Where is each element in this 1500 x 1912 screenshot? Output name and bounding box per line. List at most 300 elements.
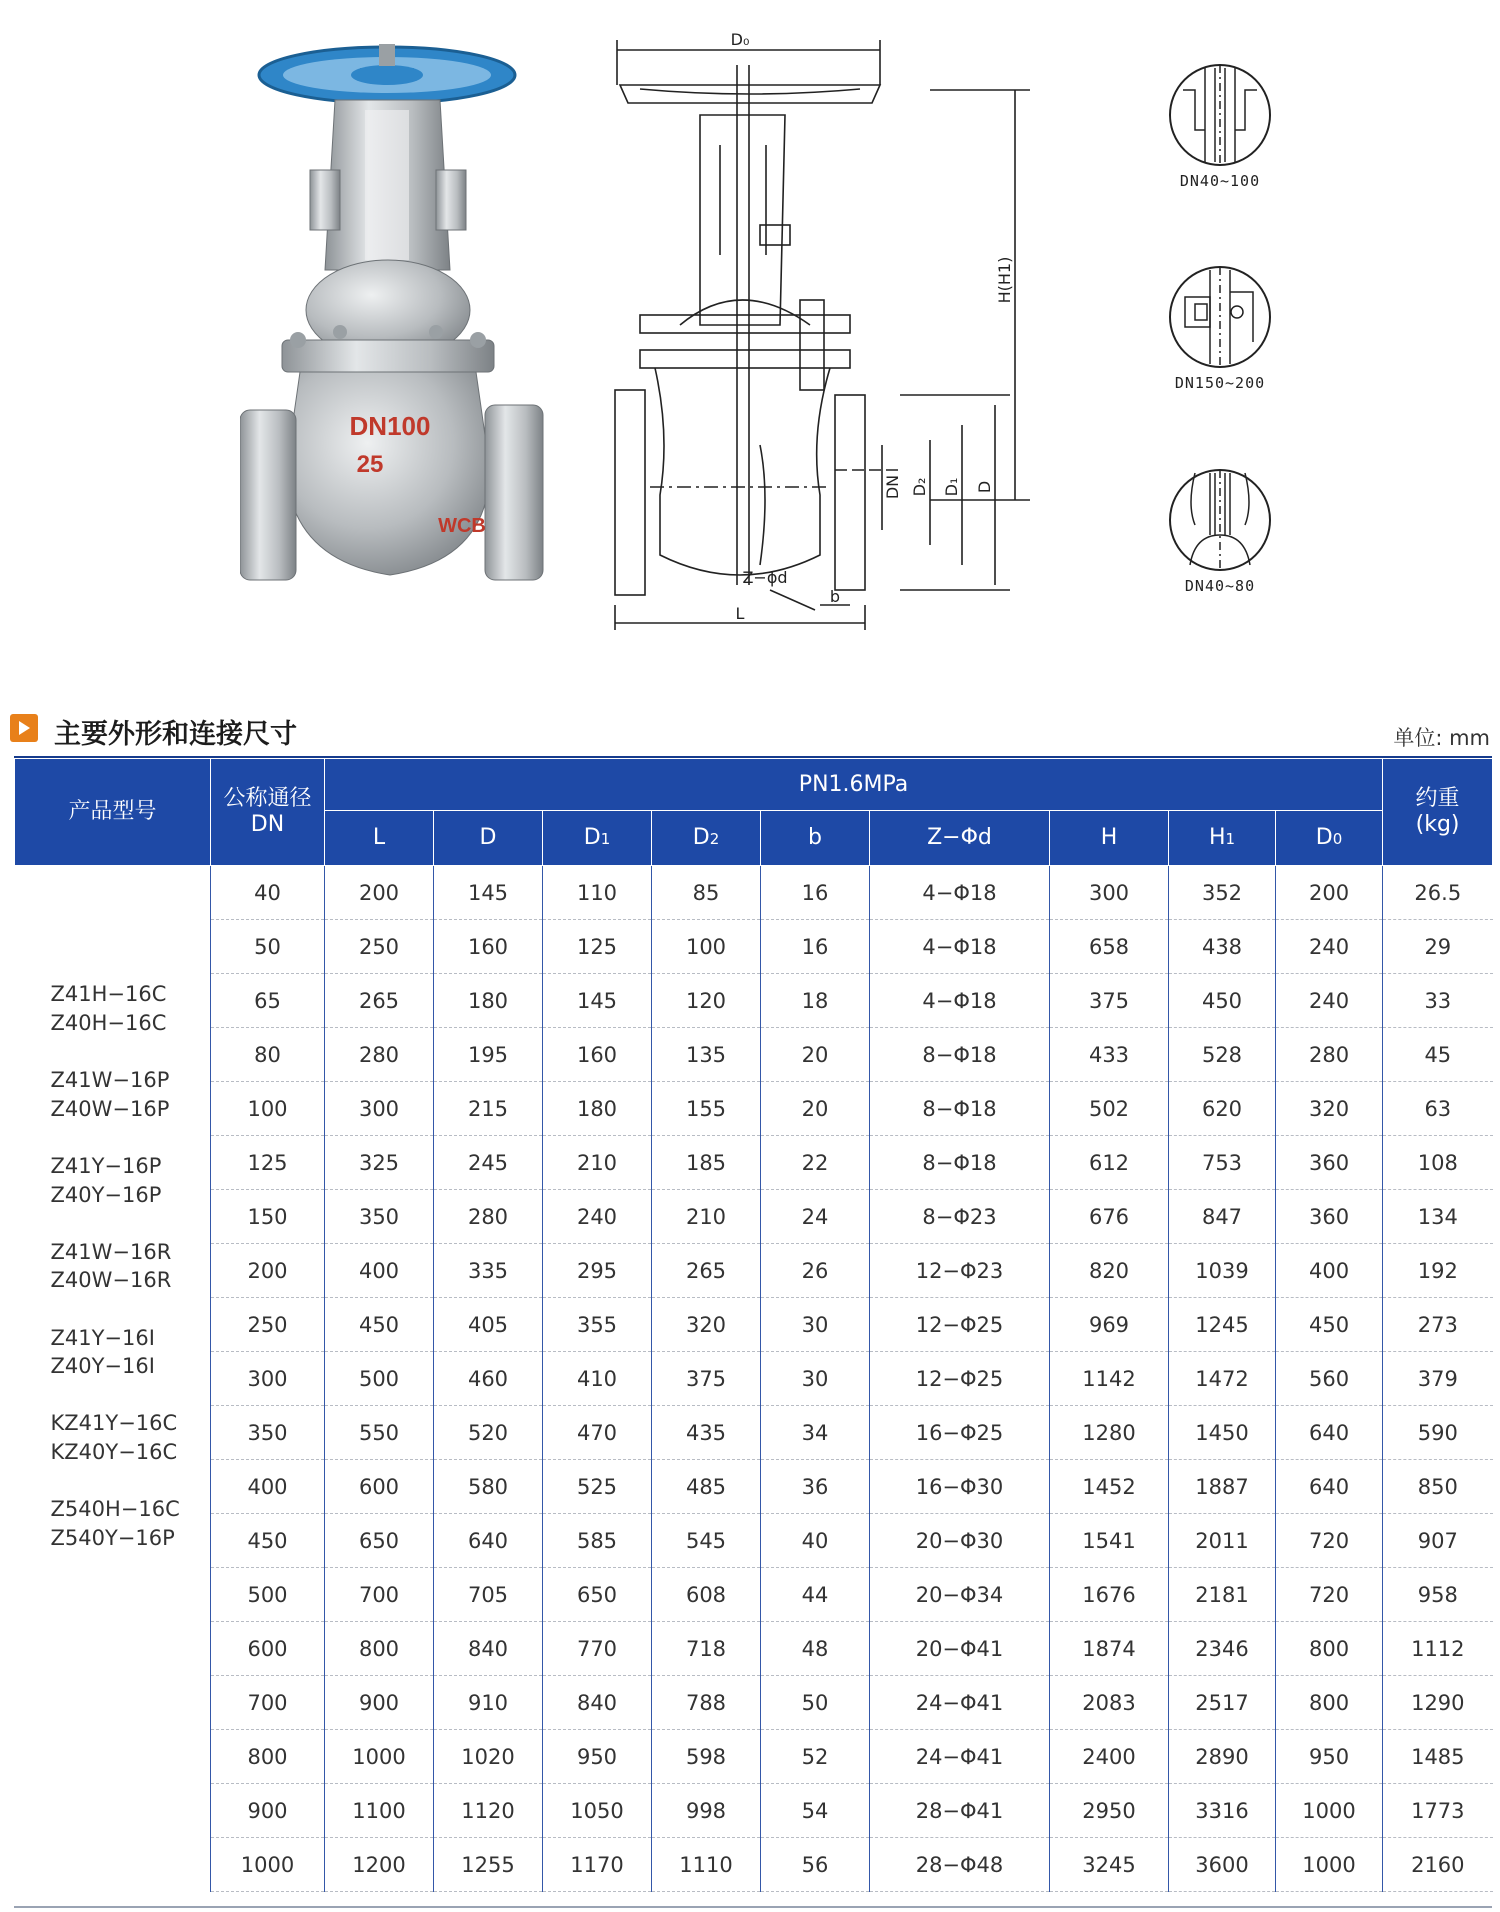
table-row bbox=[15, 1190, 1493, 1244]
cell-d: 520 bbox=[434, 1406, 543, 1460]
cell-l: 800 bbox=[325, 1622, 434, 1676]
cell-l: 250 bbox=[325, 920, 434, 974]
cell-d1: 410 bbox=[543, 1352, 652, 1406]
cell-b: 30 bbox=[761, 1352, 870, 1406]
cell-d1: 210 bbox=[543, 1136, 652, 1190]
detail-view-dn40-80 bbox=[1150, 465, 1290, 595]
drawing-label-d2: D₂ bbox=[910, 477, 929, 497]
cell-h1: 2181 bbox=[1169, 1568, 1276, 1622]
cell-z-phi-d: 20−Φ34 bbox=[870, 1568, 1050, 1622]
cell-d1: 470 bbox=[543, 1406, 652, 1460]
cell-dn: 700 bbox=[211, 1676, 325, 1730]
cell-weight: 2160 bbox=[1383, 1838, 1493, 1892]
cell-b: 16 bbox=[761, 866, 870, 920]
cell-b: 18 bbox=[761, 974, 870, 1028]
cell-z-phi-d: 4−Φ18 bbox=[870, 974, 1050, 1028]
header-nominal-diameter-line2: DN bbox=[250, 812, 285, 837]
header-col-7 bbox=[1169, 811, 1276, 866]
cell-d2: 155 bbox=[652, 1082, 761, 1136]
cell-d2: 1110 bbox=[652, 1838, 761, 1892]
cell-z-phi-d: 20−Φ30 bbox=[870, 1514, 1050, 1568]
cell-h: 2400 bbox=[1050, 1730, 1169, 1784]
cell-d0: 320 bbox=[1276, 1082, 1383, 1136]
cell-z-phi-d: 8−Φ18 bbox=[870, 1136, 1050, 1190]
cell-h: 1280 bbox=[1050, 1406, 1169, 1460]
table-row bbox=[15, 1082, 1493, 1136]
table-bottom-rule bbox=[14, 1906, 1492, 1908]
cell-z-phi-d: 28−Φ41 bbox=[870, 1784, 1050, 1838]
cell-d1: 770 bbox=[543, 1622, 652, 1676]
cell-d0: 360 bbox=[1276, 1136, 1383, 1190]
header-col-1 bbox=[434, 811, 543, 866]
table-row bbox=[15, 1568, 1493, 1622]
cell-d2: 998 bbox=[652, 1784, 761, 1838]
detail-view-1-drawing bbox=[1165, 60, 1275, 170]
header-col-5 bbox=[870, 811, 1050, 866]
cell-h1: 2890 bbox=[1169, 1730, 1276, 1784]
header-col-label: H bbox=[1208, 824, 1226, 850]
cell-weight: 134 bbox=[1383, 1190, 1493, 1244]
cell-dn: 65 bbox=[211, 974, 325, 1028]
cell-l: 265 bbox=[325, 974, 434, 1028]
cell-dn: 250 bbox=[211, 1298, 325, 1352]
cell-dn: 500 bbox=[211, 1568, 325, 1622]
cell-b: 36 bbox=[761, 1460, 870, 1514]
cell-d2: 265 bbox=[652, 1244, 761, 1298]
cell-d: 840 bbox=[434, 1622, 543, 1676]
cell-h1: 3600 bbox=[1169, 1838, 1276, 1892]
chevron-right-icon bbox=[10, 714, 38, 742]
cell-d: 910 bbox=[434, 1676, 543, 1730]
cell-b: 16 bbox=[761, 920, 870, 974]
cell-d1: 650 bbox=[543, 1568, 652, 1622]
header-col-subscript: 2 bbox=[709, 829, 720, 848]
header-col-subscript: 0 bbox=[1332, 829, 1343, 848]
drawing-label-d1: D₁ bbox=[942, 477, 961, 497]
cell-h1: 2011 bbox=[1169, 1514, 1276, 1568]
cell-d: 405 bbox=[434, 1298, 543, 1352]
cell-l: 300 bbox=[325, 1082, 434, 1136]
product-model bbox=[51, 1209, 211, 1238]
cell-d1: 355 bbox=[543, 1298, 652, 1352]
cell-d: 180 bbox=[434, 974, 543, 1028]
detail-caption-1: DN40~100 bbox=[1179, 172, 1261, 190]
cell-dn: 450 bbox=[211, 1514, 325, 1568]
header-pressure: PN1.6MPa bbox=[325, 759, 1383, 811]
cell-dn: 800 bbox=[211, 1730, 325, 1784]
cell-d2: 375 bbox=[652, 1352, 761, 1406]
cell-h: 2950 bbox=[1050, 1784, 1169, 1838]
header-col-label: D bbox=[479, 825, 497, 850]
cell-z-phi-d: 8−Φ18 bbox=[870, 1028, 1050, 1082]
product-model: Z41W−16R bbox=[50, 1239, 172, 1264]
cell-l: 600 bbox=[325, 1460, 434, 1514]
cell-b: 56 bbox=[761, 1838, 870, 1892]
cell-b: 52 bbox=[761, 1730, 870, 1784]
cell-weight: 850 bbox=[1383, 1460, 1493, 1514]
table-row bbox=[15, 1244, 1493, 1298]
cell-d1: 950 bbox=[543, 1730, 652, 1784]
cell-d2: 485 bbox=[652, 1460, 761, 1514]
cell-h: 612 bbox=[1050, 1136, 1169, 1190]
header-col-label: H bbox=[1100, 825, 1118, 850]
cell-d0: 280 bbox=[1276, 1028, 1383, 1082]
cell-d0: 360 bbox=[1276, 1190, 1383, 1244]
cell-dn: 300 bbox=[211, 1352, 325, 1406]
header-col-label: Z−Φd bbox=[927, 825, 992, 850]
cell-weight: 26.5 bbox=[1383, 866, 1493, 920]
cell-z-phi-d: 16−Φ30 bbox=[870, 1460, 1050, 1514]
table-row bbox=[15, 1514, 1493, 1568]
cell-weight: 29 bbox=[1383, 920, 1493, 974]
cell-h1: 528 bbox=[1169, 1028, 1276, 1082]
detail-caption-2: DN150~200 bbox=[1174, 374, 1266, 392]
cell-h1: 1245 bbox=[1169, 1298, 1276, 1352]
header-col-label: L bbox=[372, 825, 386, 850]
cell-h1: 1887 bbox=[1169, 1460, 1276, 1514]
cell-h: 433 bbox=[1050, 1028, 1169, 1082]
cell-h: 969 bbox=[1050, 1298, 1169, 1352]
cell-d0: 720 bbox=[1276, 1568, 1383, 1622]
table-body bbox=[15, 866, 1493, 1892]
cell-l: 200 bbox=[325, 866, 434, 920]
product-model bbox=[51, 1466, 211, 1495]
cell-dn: 1000 bbox=[211, 1838, 325, 1892]
product-model: Z40W−16R bbox=[50, 1268, 172, 1293]
header-nominal-diameter bbox=[211, 759, 325, 866]
cell-weight: 1773 bbox=[1383, 1784, 1493, 1838]
cell-d2: 85 bbox=[652, 866, 761, 920]
cell-z-phi-d: 12−Φ23 bbox=[870, 1244, 1050, 1298]
cell-d0: 800 bbox=[1276, 1622, 1383, 1676]
cell-d0: 950 bbox=[1276, 1730, 1383, 1784]
cell-l: 280 bbox=[325, 1028, 434, 1082]
photo-mark-pn: 25 bbox=[356, 451, 384, 478]
product-model: KZ41Y−16C bbox=[50, 1411, 178, 1436]
cell-h: 300 bbox=[1050, 866, 1169, 920]
cell-z-phi-d: 4−Φ18 bbox=[870, 866, 1050, 920]
cell-weight: 1485 bbox=[1383, 1730, 1493, 1784]
cell-d1: 585 bbox=[543, 1514, 652, 1568]
cell-d1: 110 bbox=[543, 866, 652, 920]
table-row bbox=[15, 1676, 1493, 1730]
cell-d0: 800 bbox=[1276, 1676, 1383, 1730]
cell-d1: 1170 bbox=[543, 1838, 652, 1892]
cell-h: 1874 bbox=[1050, 1622, 1169, 1676]
cell-d: 705 bbox=[434, 1568, 543, 1622]
cell-d: 1255 bbox=[434, 1838, 543, 1892]
cell-h: 676 bbox=[1050, 1190, 1169, 1244]
header-col-label: D bbox=[583, 824, 601, 850]
cell-d1: 1050 bbox=[543, 1784, 652, 1838]
header-weight-line2: (kg) bbox=[1415, 812, 1460, 837]
cell-dn: 125 bbox=[211, 1136, 325, 1190]
cell-d0: 200 bbox=[1276, 866, 1383, 920]
header-col-label: D bbox=[1315, 824, 1333, 850]
table-row bbox=[15, 974, 1493, 1028]
table-row bbox=[15, 1298, 1493, 1352]
product-model: Z540H−16C bbox=[50, 1497, 180, 1522]
header-nominal-diameter-line1: 公称通径 bbox=[223, 786, 312, 811]
cell-d0: 560 bbox=[1276, 1352, 1383, 1406]
drawing-label-b: b bbox=[829, 587, 841, 606]
cell-weight: 907 bbox=[1383, 1514, 1493, 1568]
cell-dn: 400 bbox=[211, 1460, 325, 1514]
cell-d1: 840 bbox=[543, 1676, 652, 1730]
cell-h1: 450 bbox=[1169, 974, 1276, 1028]
cell-h: 820 bbox=[1050, 1244, 1169, 1298]
cell-l: 650 bbox=[325, 1514, 434, 1568]
cell-d0: 400 bbox=[1276, 1244, 1383, 1298]
product-model: Z41Y−16P bbox=[50, 1153, 162, 1178]
cell-weight: 33 bbox=[1383, 974, 1493, 1028]
cell-b: 40 bbox=[761, 1514, 870, 1568]
photo-mark-material: WCB bbox=[438, 515, 486, 537]
unit-label: 单位: mm bbox=[1393, 726, 1490, 750]
cell-dn: 40 bbox=[211, 866, 325, 920]
header-weight bbox=[1383, 759, 1493, 866]
cell-l: 900 bbox=[325, 1676, 434, 1730]
cell-weight: 45 bbox=[1383, 1028, 1493, 1082]
product-model: Z540Y−16P bbox=[50, 1525, 175, 1550]
drawing-label-dn: DN bbox=[883, 474, 902, 500]
cell-weight: 1112 bbox=[1383, 1622, 1493, 1676]
cell-d1: 180 bbox=[543, 1082, 652, 1136]
cell-weight: 273 bbox=[1383, 1298, 1493, 1352]
cell-d1: 145 bbox=[543, 974, 652, 1028]
cell-l: 325 bbox=[325, 1136, 434, 1190]
cell-weight: 1290 bbox=[1383, 1676, 1493, 1730]
table-row bbox=[15, 920, 1493, 974]
cell-weight: 590 bbox=[1383, 1406, 1493, 1460]
product-model bbox=[51, 1295, 211, 1324]
product-model bbox=[51, 866, 211, 895]
photo-mark-dn: DN100 bbox=[349, 411, 431, 441]
cell-d2: 545 bbox=[652, 1514, 761, 1568]
cell-l: 350 bbox=[325, 1190, 434, 1244]
cell-h1: 3316 bbox=[1169, 1784, 1276, 1838]
cell-z-phi-d: 16−Φ25 bbox=[870, 1406, 1050, 1460]
detail-view-2-drawing bbox=[1165, 262, 1275, 372]
cell-h1: 847 bbox=[1169, 1190, 1276, 1244]
cell-l: 550 bbox=[325, 1406, 434, 1460]
cell-d: 1120 bbox=[434, 1784, 543, 1838]
cell-d0: 1000 bbox=[1276, 1838, 1383, 1892]
cell-z-phi-d: 8−Φ18 bbox=[870, 1082, 1050, 1136]
cell-d1: 525 bbox=[543, 1460, 652, 1514]
product-model: Z40Y−16I bbox=[50, 1354, 155, 1379]
cell-d: 335 bbox=[434, 1244, 543, 1298]
cell-weight: 63 bbox=[1383, 1082, 1493, 1136]
cell-h1: 753 bbox=[1169, 1136, 1276, 1190]
cell-h: 1452 bbox=[1050, 1460, 1169, 1514]
cell-d1: 295 bbox=[543, 1244, 652, 1298]
header-col-8 bbox=[1276, 811, 1383, 866]
cell-b: 44 bbox=[761, 1568, 870, 1622]
product-model bbox=[51, 895, 211, 924]
table-row bbox=[15, 1838, 1493, 1892]
cell-b: 54 bbox=[761, 1784, 870, 1838]
drawing-label-d0: D₀ bbox=[730, 30, 750, 49]
cell-h: 2083 bbox=[1050, 1676, 1169, 1730]
cell-d: 640 bbox=[434, 1514, 543, 1568]
detail-caption-3: DN40~80 bbox=[1184, 577, 1256, 595]
cell-d2: 100 bbox=[652, 920, 761, 974]
cell-d2: 320 bbox=[652, 1298, 761, 1352]
cell-h: 1541 bbox=[1050, 1514, 1169, 1568]
cell-d0: 640 bbox=[1276, 1460, 1383, 1514]
product-model: Z41W−16P bbox=[50, 1068, 170, 1093]
cell-d0: 640 bbox=[1276, 1406, 1383, 1460]
cell-h1: 1472 bbox=[1169, 1352, 1276, 1406]
cell-h1: 2517 bbox=[1169, 1676, 1276, 1730]
cell-z-phi-d: 20−Φ41 bbox=[870, 1622, 1050, 1676]
product-model: Z40H−16C bbox=[50, 1010, 167, 1035]
table-row bbox=[15, 1352, 1493, 1406]
cell-dn: 100 bbox=[211, 1082, 325, 1136]
cell-d2: 435 bbox=[652, 1406, 761, 1460]
cell-dn: 350 bbox=[211, 1406, 325, 1460]
cell-l: 500 bbox=[325, 1352, 434, 1406]
cell-d: 460 bbox=[434, 1352, 543, 1406]
cell-d: 580 bbox=[434, 1460, 543, 1514]
product-model bbox=[51, 1038, 211, 1067]
table-row bbox=[15, 1406, 1493, 1460]
cell-b: 30 bbox=[761, 1298, 870, 1352]
cell-d: 245 bbox=[434, 1136, 543, 1190]
cell-dn: 80 bbox=[211, 1028, 325, 1082]
header-col-6 bbox=[1050, 811, 1169, 866]
cell-l: 1200 bbox=[325, 1838, 434, 1892]
cell-d: 1020 bbox=[434, 1730, 543, 1784]
cell-z-phi-d: 12−Φ25 bbox=[870, 1298, 1050, 1352]
cell-d2: 210 bbox=[652, 1190, 761, 1244]
table-header bbox=[15, 759, 1493, 866]
header-col-4 bbox=[761, 811, 870, 866]
cell-h1: 2346 bbox=[1169, 1622, 1276, 1676]
section-title: 主要外形和连接尺寸 bbox=[54, 719, 297, 750]
cell-b: 48 bbox=[761, 1622, 870, 1676]
header-col-label: b bbox=[808, 825, 822, 850]
drawing-label-d: D bbox=[975, 480, 994, 494]
table-row bbox=[15, 1730, 1493, 1784]
product-model bbox=[51, 952, 211, 981]
cell-d: 145 bbox=[434, 866, 543, 920]
product-model: Z41Y−16I bbox=[50, 1325, 155, 1350]
product-model: KZ40Y−16C bbox=[50, 1439, 178, 1464]
cell-d2: 788 bbox=[652, 1676, 761, 1730]
cell-d1: 125 bbox=[543, 920, 652, 974]
table-row bbox=[15, 1784, 1493, 1838]
cell-l: 400 bbox=[325, 1244, 434, 1298]
cell-d2: 598 bbox=[652, 1730, 761, 1784]
cell-weight: 192 bbox=[1383, 1244, 1493, 1298]
cell-d1: 240 bbox=[543, 1190, 652, 1244]
cell-l: 1100 bbox=[325, 1784, 434, 1838]
cell-b: 20 bbox=[761, 1082, 870, 1136]
drawing-label-z-phi-d: Z−ϕd bbox=[742, 568, 788, 587]
cell-z-phi-d: 24−Φ41 bbox=[870, 1676, 1050, 1730]
cell-weight: 379 bbox=[1383, 1352, 1493, 1406]
spec-table bbox=[14, 758, 1493, 1892]
drawing-label-h: H(H1) bbox=[995, 256, 1014, 304]
cell-h1: 1450 bbox=[1169, 1406, 1276, 1460]
cell-z-phi-d: 4−Φ18 bbox=[870, 920, 1050, 974]
cell-d2: 135 bbox=[652, 1028, 761, 1082]
cell-d: 280 bbox=[434, 1190, 543, 1244]
product-model bbox=[51, 1381, 211, 1410]
cell-z-phi-d: 24−Φ41 bbox=[870, 1730, 1050, 1784]
cell-d1: 160 bbox=[543, 1028, 652, 1082]
header-product-model: 产品型号 bbox=[15, 759, 211, 866]
cell-h: 1676 bbox=[1050, 1568, 1169, 1622]
product-model: Z41H−16C bbox=[50, 982, 167, 1007]
cell-l: 700 bbox=[325, 1568, 434, 1622]
cell-b: 22 bbox=[761, 1136, 870, 1190]
cell-d2: 718 bbox=[652, 1622, 761, 1676]
cell-z-phi-d: 8−Φ23 bbox=[870, 1190, 1050, 1244]
cell-weight: 108 bbox=[1383, 1136, 1493, 1190]
product-model-list bbox=[15, 866, 211, 1892]
cell-dn: 50 bbox=[211, 920, 325, 974]
section-header bbox=[10, 708, 1490, 748]
cell-h1: 352 bbox=[1169, 866, 1276, 920]
cell-d: 215 bbox=[434, 1082, 543, 1136]
header-col-0 bbox=[325, 811, 434, 866]
cell-d: 160 bbox=[434, 920, 543, 974]
drawing-label-l: L bbox=[735, 604, 745, 623]
cell-dn: 600 bbox=[211, 1622, 325, 1676]
cell-b: 24 bbox=[761, 1190, 870, 1244]
cell-h1: 438 bbox=[1169, 920, 1276, 974]
cell-dn: 200 bbox=[211, 1244, 325, 1298]
cell-h1: 620 bbox=[1169, 1082, 1276, 1136]
product-model bbox=[51, 923, 211, 952]
header-col-3 bbox=[652, 811, 761, 866]
gate-valve-photo bbox=[240, 40, 560, 610]
header-weight-line1: 约重 bbox=[1415, 786, 1460, 811]
cell-d0: 240 bbox=[1276, 974, 1383, 1028]
product-model: Z40Y−16P bbox=[50, 1182, 162, 1207]
cell-dn: 150 bbox=[211, 1190, 325, 1244]
table-row bbox=[15, 1028, 1493, 1082]
cell-d0: 720 bbox=[1276, 1514, 1383, 1568]
table-row bbox=[15, 1136, 1493, 1190]
header-col-label: D bbox=[692, 824, 710, 850]
table-row bbox=[15, 866, 1493, 920]
cell-d: 195 bbox=[434, 1028, 543, 1082]
cell-b: 20 bbox=[761, 1028, 870, 1082]
cell-d0: 1000 bbox=[1276, 1784, 1383, 1838]
product-model bbox=[51, 1123, 211, 1152]
cell-d0: 240 bbox=[1276, 920, 1383, 974]
cell-d2: 120 bbox=[652, 974, 761, 1028]
header-col-2 bbox=[543, 811, 652, 866]
detail-view-3-drawing bbox=[1165, 465, 1275, 575]
cell-l: 450 bbox=[325, 1298, 434, 1352]
cell-h: 375 bbox=[1050, 974, 1169, 1028]
cell-h: 3245 bbox=[1050, 1838, 1169, 1892]
product-model: Z40W−16P bbox=[50, 1096, 170, 1121]
cell-b: 34 bbox=[761, 1406, 870, 1460]
table-row bbox=[15, 1622, 1493, 1676]
cell-dn: 900 bbox=[211, 1784, 325, 1838]
cell-h: 658 bbox=[1050, 920, 1169, 974]
cell-d2: 185 bbox=[652, 1136, 761, 1190]
gate-valve-drawing bbox=[610, 25, 1030, 635]
cell-h1: 1039 bbox=[1169, 1244, 1276, 1298]
detail-view-dn150-200 bbox=[1150, 262, 1290, 392]
